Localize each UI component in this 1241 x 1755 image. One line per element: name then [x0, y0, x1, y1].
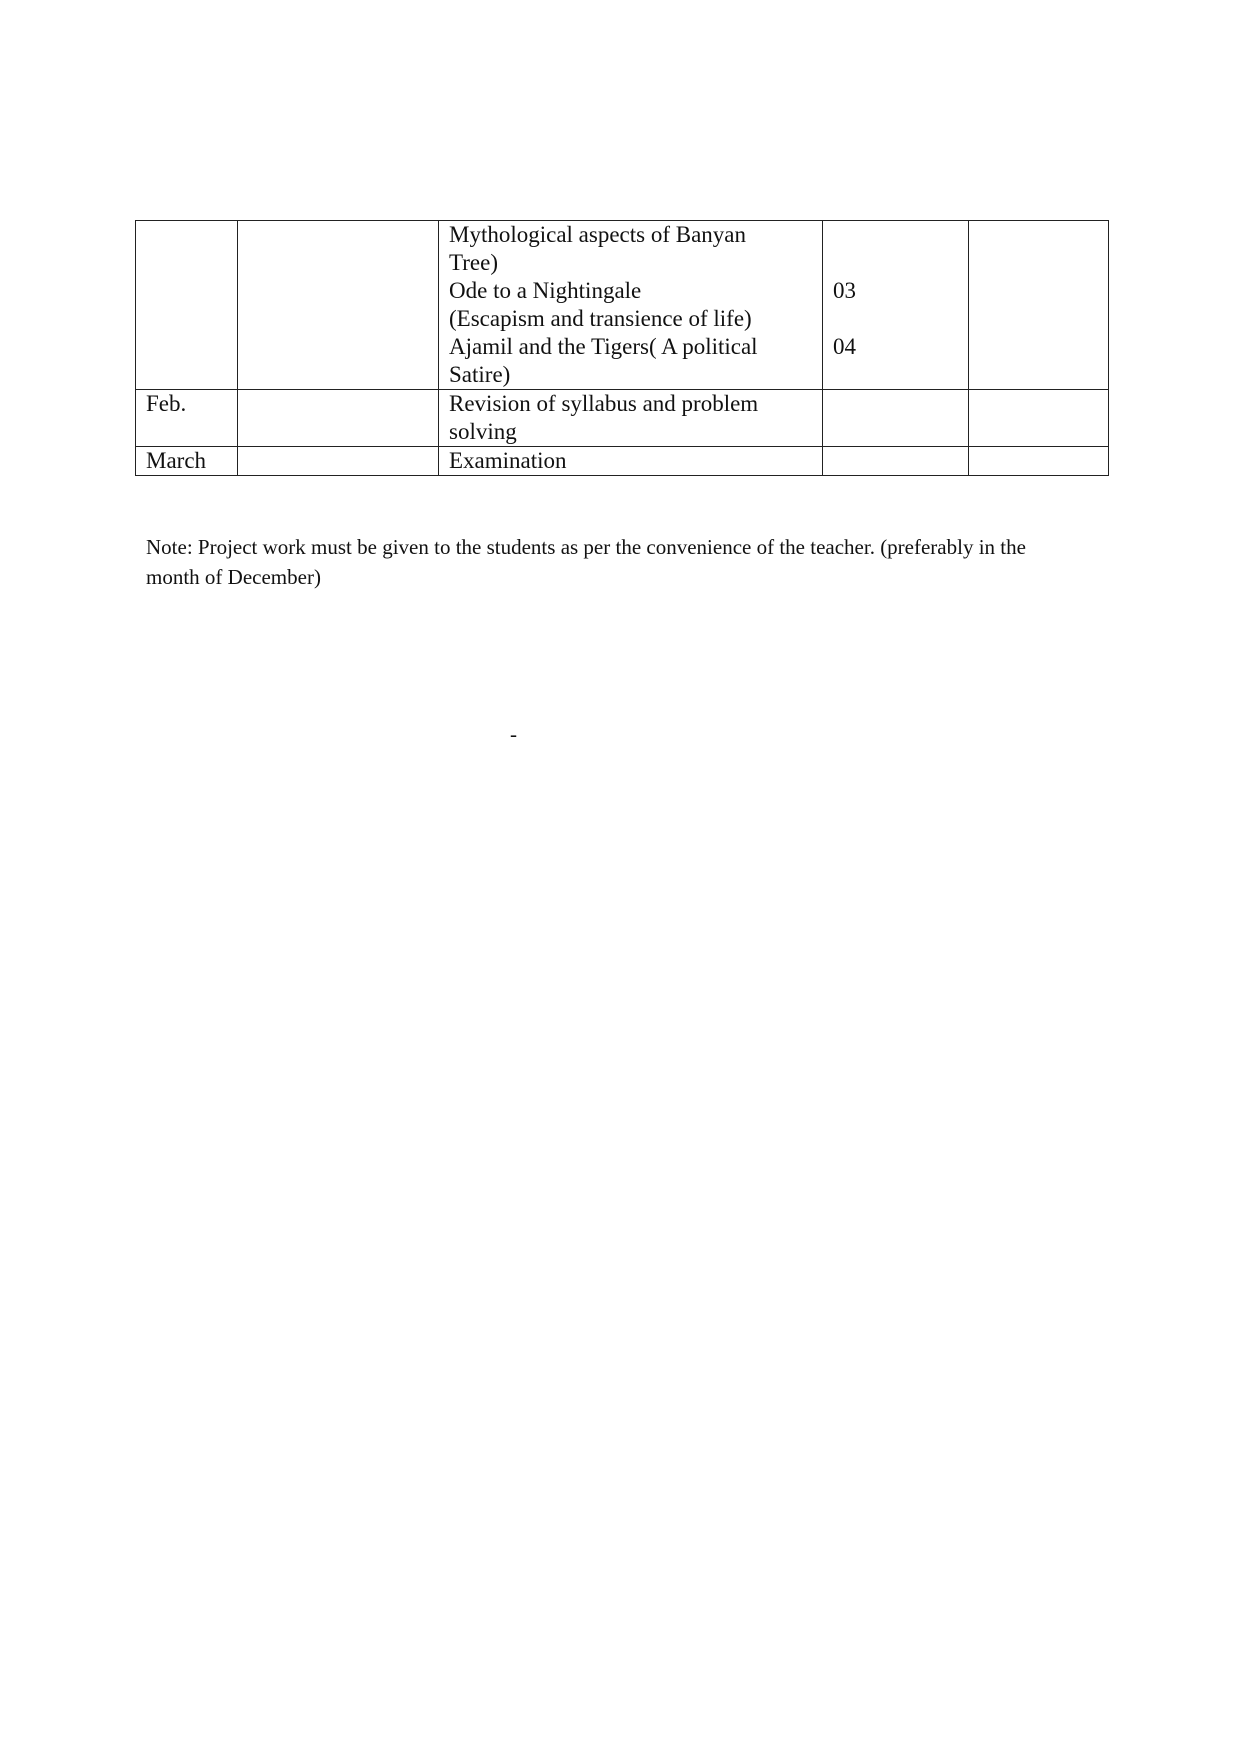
periods-value [833, 221, 958, 249]
periods-value: 03 [833, 278, 856, 303]
note-line: month of December) [146, 565, 321, 589]
topic-cell [439, 447, 823, 476]
month-cell: Feb. [136, 390, 238, 447]
topic-line: Satire) [449, 362, 511, 387]
table-cell [969, 390, 1109, 447]
topic-line: Ajamil and the Tigers( A political [449, 334, 758, 359]
periods-cell [823, 447, 969, 476]
month-cell [136, 221, 238, 390]
note-line: Note: Project work must be given to the students as per the convenience of the teacher. (preferably in the [146, 535, 1026, 559]
topic-cell [439, 221, 823, 390]
table-cell [238, 221, 439, 390]
page-mark: - [510, 722, 517, 746]
table-cell [969, 221, 1109, 390]
topic-line: Revision of syllabus and problem [449, 391, 759, 416]
periods-cell [823, 390, 969, 447]
topic-line: solving [449, 419, 517, 444]
table-cell [969, 447, 1109, 476]
periods-cell [823, 221, 969, 390]
topic-line: (Escapism and transience of life) [449, 306, 752, 331]
table-row [136, 221, 1109, 390]
table-cell [238, 390, 439, 447]
periods-value: 04 [833, 334, 856, 359]
table-row [136, 447, 1109, 476]
topic-cell [439, 390, 823, 447]
topic-line: Ode to a Nightingale [449, 278, 642, 303]
topic-line: Tree) [449, 250, 498, 275]
project-note [146, 532, 1106, 592]
topic-line: Examination [449, 448, 567, 473]
table-row [136, 390, 1109, 447]
topic-line: Mythological aspects of Banyan [449, 222, 747, 247]
month-cell: March [136, 447, 238, 476]
table-cell [238, 447, 439, 476]
periods-value [833, 305, 958, 333]
syllabus-plan-table [135, 220, 1109, 476]
periods-value [833, 249, 958, 277]
periods-value [833, 361, 958, 389]
